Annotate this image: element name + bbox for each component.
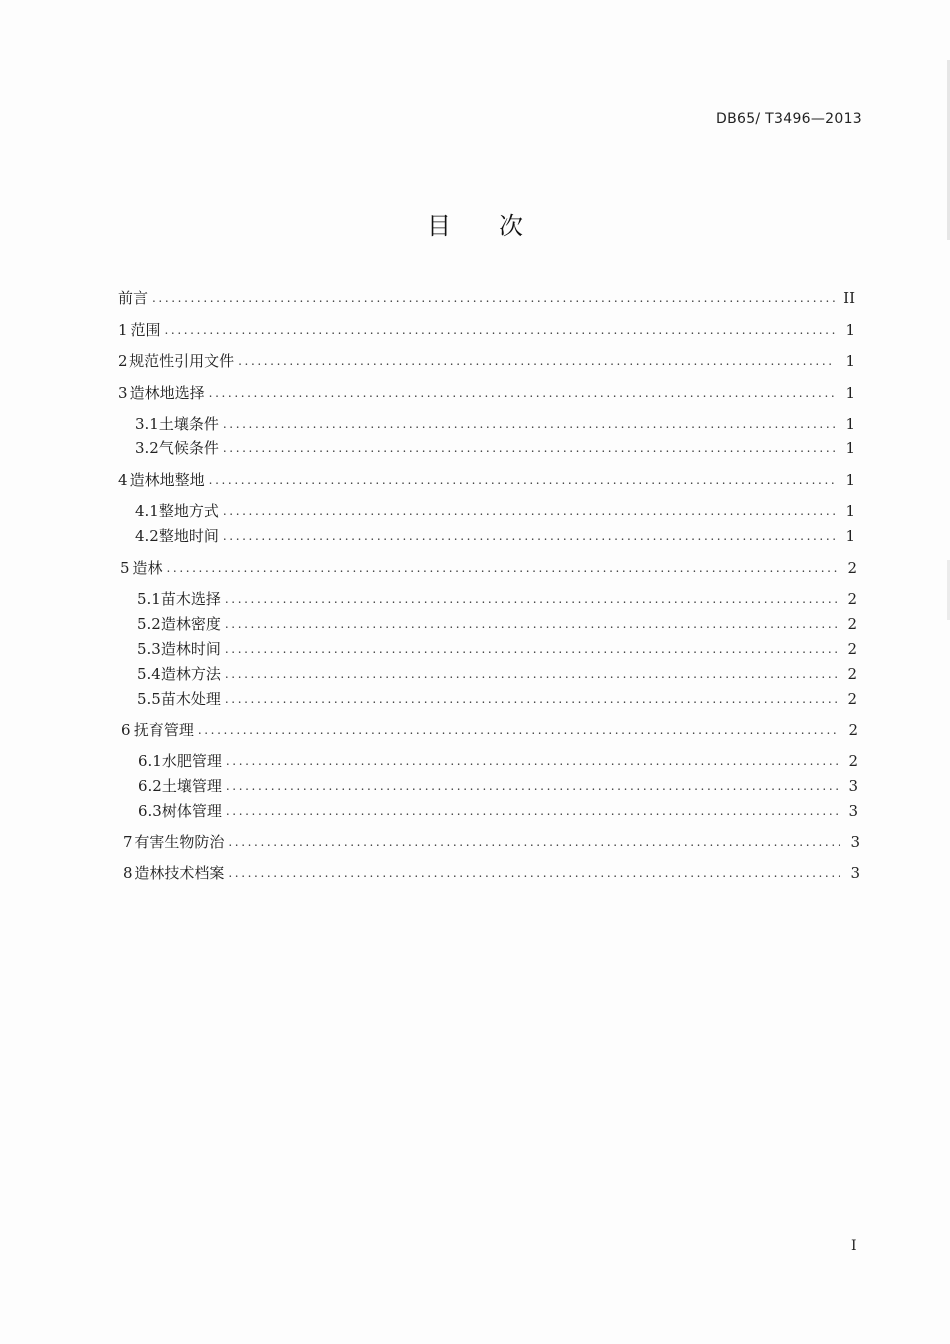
toc-entry-number: 5.5 [137, 690, 161, 708]
toc-entry-3-2[interactable] [135, 437, 855, 459]
toc-entry-label: 造林地整地 [129, 471, 205, 489]
toc-entry-page: 3 [850, 833, 860, 851]
toc-entry-number: 7 [123, 833, 133, 851]
toc-entry-number: 5.3 [137, 640, 161, 658]
toc-leader-dots [166, 557, 837, 579]
toc-entry-label: 造林技术档案 [134, 864, 225, 882]
toc-leader-dots [226, 750, 838, 772]
toc-entry-label: 苗木选择 [160, 590, 221, 608]
toc-leader-dots [226, 800, 838, 822]
toc-entry-number: 4 [118, 471, 128, 489]
toc-entry-label: 造林地选择 [129, 384, 205, 402]
toc-entry-page: 2 [847, 690, 857, 708]
toc-entry-1[interactable] [118, 319, 855, 341]
toc-title-char-2: 次 [499, 212, 523, 240]
toc-entry-page: 2 [848, 721, 858, 739]
standard-code: DB65/ T3496—2013 [716, 111, 862, 127]
toc-entry-2[interactable] [118, 350, 855, 372]
toc-entry-label: 整地方式 [158, 502, 219, 520]
toc-entry-5-1[interactable] [137, 588, 857, 610]
toc-leader-dots [225, 638, 837, 660]
toc-entry-page: 1 [845, 321, 855, 339]
toc-leader-dots [223, 525, 835, 547]
toc-entry-number: 1 [118, 321, 128, 339]
toc-entry-page: II [843, 289, 855, 307]
toc-entry-page: 2 [847, 615, 857, 633]
toc-entry-label: 抚育管理 [133, 721, 194, 739]
toc-entry-5[interactable] [120, 557, 857, 579]
toc-entry-5-3[interactable] [137, 638, 857, 660]
toc-leader-dots [238, 350, 835, 372]
toc-entry-number: 5.2 [137, 615, 161, 633]
toc-leader-dots [225, 613, 837, 635]
toc-entry-number: 6.1 [138, 752, 162, 770]
toc-leader-dots [225, 663, 837, 685]
toc-entry-page: 2 [847, 590, 857, 608]
toc-entry-5-4[interactable] [137, 663, 857, 685]
toc-entry-6[interactable] [121, 719, 858, 741]
toc-entry-number: 5 [120, 559, 130, 577]
toc-entry-page: 2 [847, 665, 857, 683]
toc-leader-dots [152, 287, 835, 309]
toc-entry-number: 6.3 [138, 802, 162, 820]
toc-entry-label: 苗木处理 [160, 690, 221, 708]
toc-entry-number: 6 [121, 721, 131, 739]
toc-entry-number: 6.2 [138, 777, 162, 795]
toc-leader-dots [226, 775, 838, 797]
toc-entry-page: 1 [845, 527, 855, 545]
toc-entry-number: 2 [118, 352, 128, 370]
toc-entry-number: 4.2 [135, 527, 159, 545]
toc-entry-number: 3.2 [135, 439, 159, 457]
toc-entry-number: 3 [118, 384, 128, 402]
toc-entry-4[interactable] [118, 469, 855, 491]
toc-entry-page: 2 [847, 559, 857, 577]
toc-entry-label: 树体管理 [161, 802, 222, 820]
toc-entry-label: 前言 [118, 289, 149, 307]
toc-entry-page: 1 [845, 502, 855, 520]
toc-entry-6-1[interactable] [138, 750, 858, 772]
toc-entry-label: 造林方法 [160, 665, 221, 683]
toc-entry-number: 5.4 [137, 665, 161, 683]
toc-entry-page: 2 [848, 752, 858, 770]
toc-entry-label: 土壤条件 [158, 415, 219, 433]
toc-entry-label: 气候条件 [158, 439, 219, 457]
toc-title-char-1: 目 [427, 212, 451, 240]
toc-entry-page: 1 [845, 471, 855, 489]
toc-entry-page: 1 [845, 415, 855, 433]
toc-entry-label: 范围 [130, 321, 161, 339]
toc-entry-page: 1 [845, 384, 855, 402]
toc-entry-5-5[interactable] [137, 688, 857, 710]
toc-entry-8[interactable] [123, 862, 860, 884]
toc-leader-dots [223, 413, 835, 435]
toc-entry-number: 5.1 [137, 590, 161, 608]
page-number: I [851, 1238, 857, 1254]
toc-entry-6-2[interactable] [138, 775, 858, 797]
toc-entry-label: 造林时间 [160, 640, 221, 658]
toc-entry-4-1[interactable] [135, 500, 855, 522]
toc-entry-page: 2 [847, 640, 857, 658]
toc-leader-dots [225, 588, 837, 610]
toc-leader-dots [223, 500, 835, 522]
toc-entry-5-2[interactable] [137, 613, 857, 635]
toc-entry-3-1[interactable] [135, 413, 855, 435]
toc-entry-label: 水肥管理 [161, 752, 222, 770]
toc-entry-page: 1 [845, 439, 855, 457]
toc-leader-dots [164, 319, 835, 341]
toc-leader-dots [198, 719, 838, 741]
toc-entry-6-3[interactable] [138, 800, 858, 822]
toc-leader-dots [225, 688, 837, 710]
toc-leader-dots [209, 469, 835, 491]
toc-entry-label: 规范性引用文件 [129, 352, 235, 370]
toc-leader-dots [209, 382, 835, 404]
toc-leader-dots [223, 437, 835, 459]
toc-leader-dots [228, 862, 840, 884]
toc-entry-label: 造林 [132, 559, 163, 577]
toc-leader-dots [228, 831, 840, 853]
toc-entry-label: 造林密度 [160, 615, 221, 633]
toc-entry-number: 4.1 [135, 502, 159, 520]
toc-entry-page: 3 [848, 802, 858, 820]
toc-entry-7[interactable] [123, 831, 860, 853]
toc-entry-label: 整地时间 [158, 527, 219, 545]
toc-entry-number: 8 [123, 864, 133, 882]
toc-entry-page: 3 [850, 864, 860, 882]
toc-entry-foreword[interactable] [118, 287, 855, 309]
toc-entry-page: 1 [845, 352, 855, 370]
toc-entry-page: 3 [848, 777, 858, 795]
toc-entry-number: 3.1 [135, 415, 159, 433]
toc-entry-label: 有害生物防治 [134, 833, 225, 851]
toc-entry-label: 土壤管理 [161, 777, 222, 795]
toc-entry-4-2[interactable] [135, 525, 855, 547]
toc-entry-3[interactable] [118, 382, 855, 404]
